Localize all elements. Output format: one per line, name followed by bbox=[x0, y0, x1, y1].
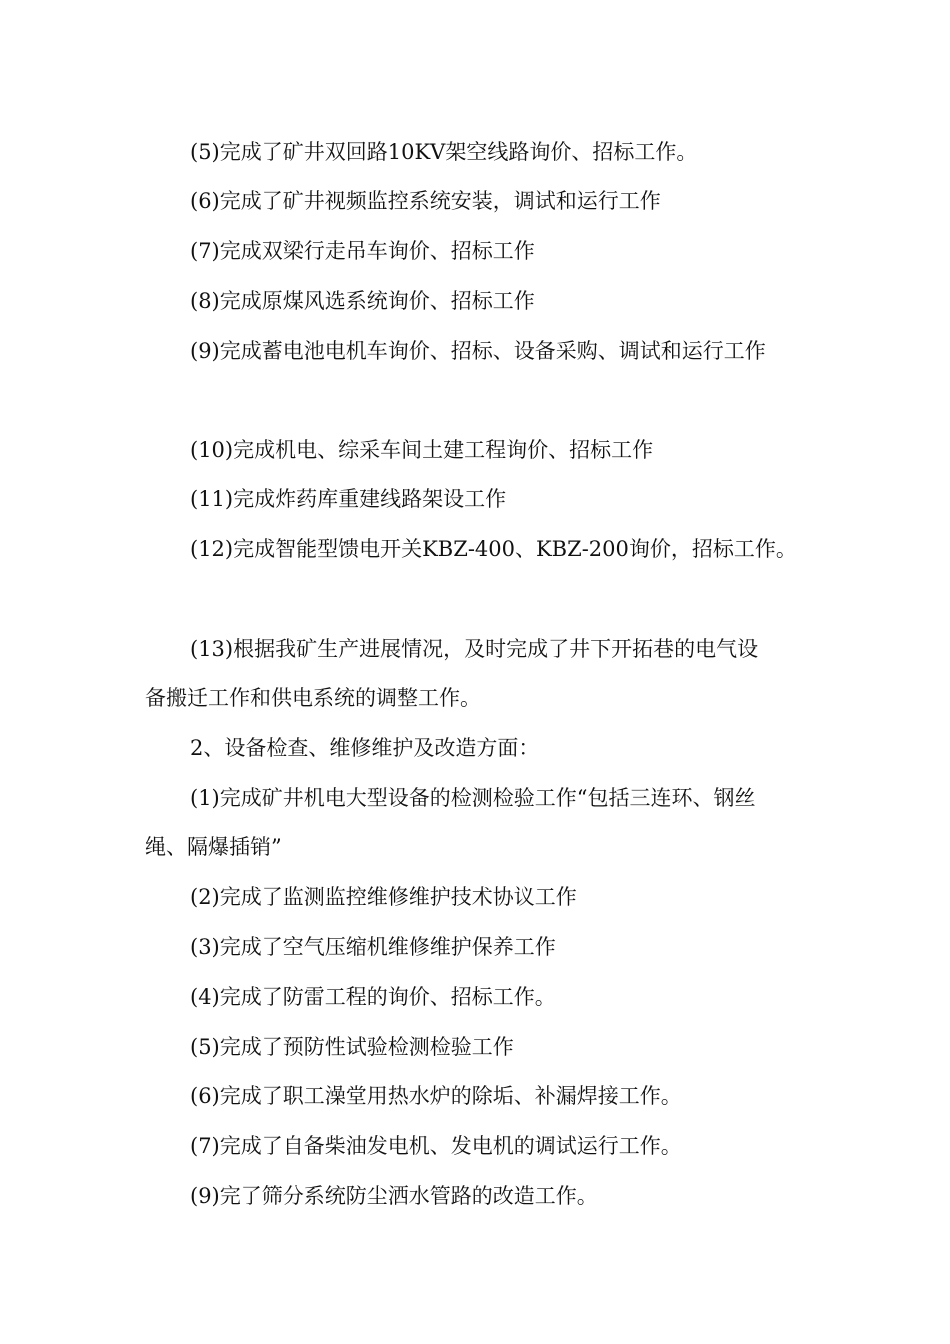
paragraph-line: (6)完成了职工澡堂用热水炉的除垢、补漏焊接工作。 bbox=[190, 1084, 682, 1108]
paragraph-line: (12)完成智能型馈电开关KBZ-400、KBZ-200询价，招标工作。 bbox=[190, 537, 797, 561]
paragraph-line: (1)完成矿井机电大型设备的检测检验工作“包括三连环、钢丝 bbox=[190, 786, 756, 810]
paragraph-line: (13)根据我矿生产进展情况，及时完成了井下开拓巷的电气设 bbox=[190, 637, 759, 661]
section-heading: 2、设备检查、维修维护及改造方面： bbox=[190, 736, 540, 760]
paragraph-line: (9)完了筛分系统防尘洒水管路的改造工作。 bbox=[190, 1184, 598, 1208]
paragraph-line: (8)完成原煤风选系统询价、招标工作 bbox=[190, 289, 535, 313]
paragraph-line: (3)完成了空气压缩机维修维护保养工作 bbox=[190, 935, 556, 959]
paragraph-line: (11)完成炸药库重建线路架设工作 bbox=[190, 487, 507, 511]
paragraph-line: (6)完成了矿井视频监控系统安装，调试和运行工作 bbox=[190, 189, 661, 213]
paragraph-line: (10)完成机电、综采车间土建工程询价、招标工作 bbox=[190, 438, 654, 462]
paragraph-continuation: 绳、隔爆插销” bbox=[145, 835, 282, 859]
paragraph-line: (5)完成了预防性试验检测检验工作 bbox=[190, 1035, 514, 1059]
paragraph-line: (5)完成了矿井双回路10KV架空线路询价、招标工作。 bbox=[190, 140, 698, 164]
paragraph-line: (2)完成了监测监控维修维护技术协议工作 bbox=[190, 885, 577, 909]
paragraph-continuation: 备搬迁工作和供电系统的调整工作。 bbox=[145, 686, 481, 710]
paragraph-line: (9)完成蓄电池电机车询价、招标、设备采购、调试和运行工作 bbox=[190, 339, 766, 363]
paragraph-line: (7)完成了自备柴油发电机、发电机的调试运行工作。 bbox=[190, 1134, 682, 1158]
paragraph-line: (4)完成了防雷工程的询价、招标工作。 bbox=[190, 985, 556, 1009]
paragraph-line: (7)完成双梁行走吊车询价、招标工作 bbox=[190, 239, 535, 263]
